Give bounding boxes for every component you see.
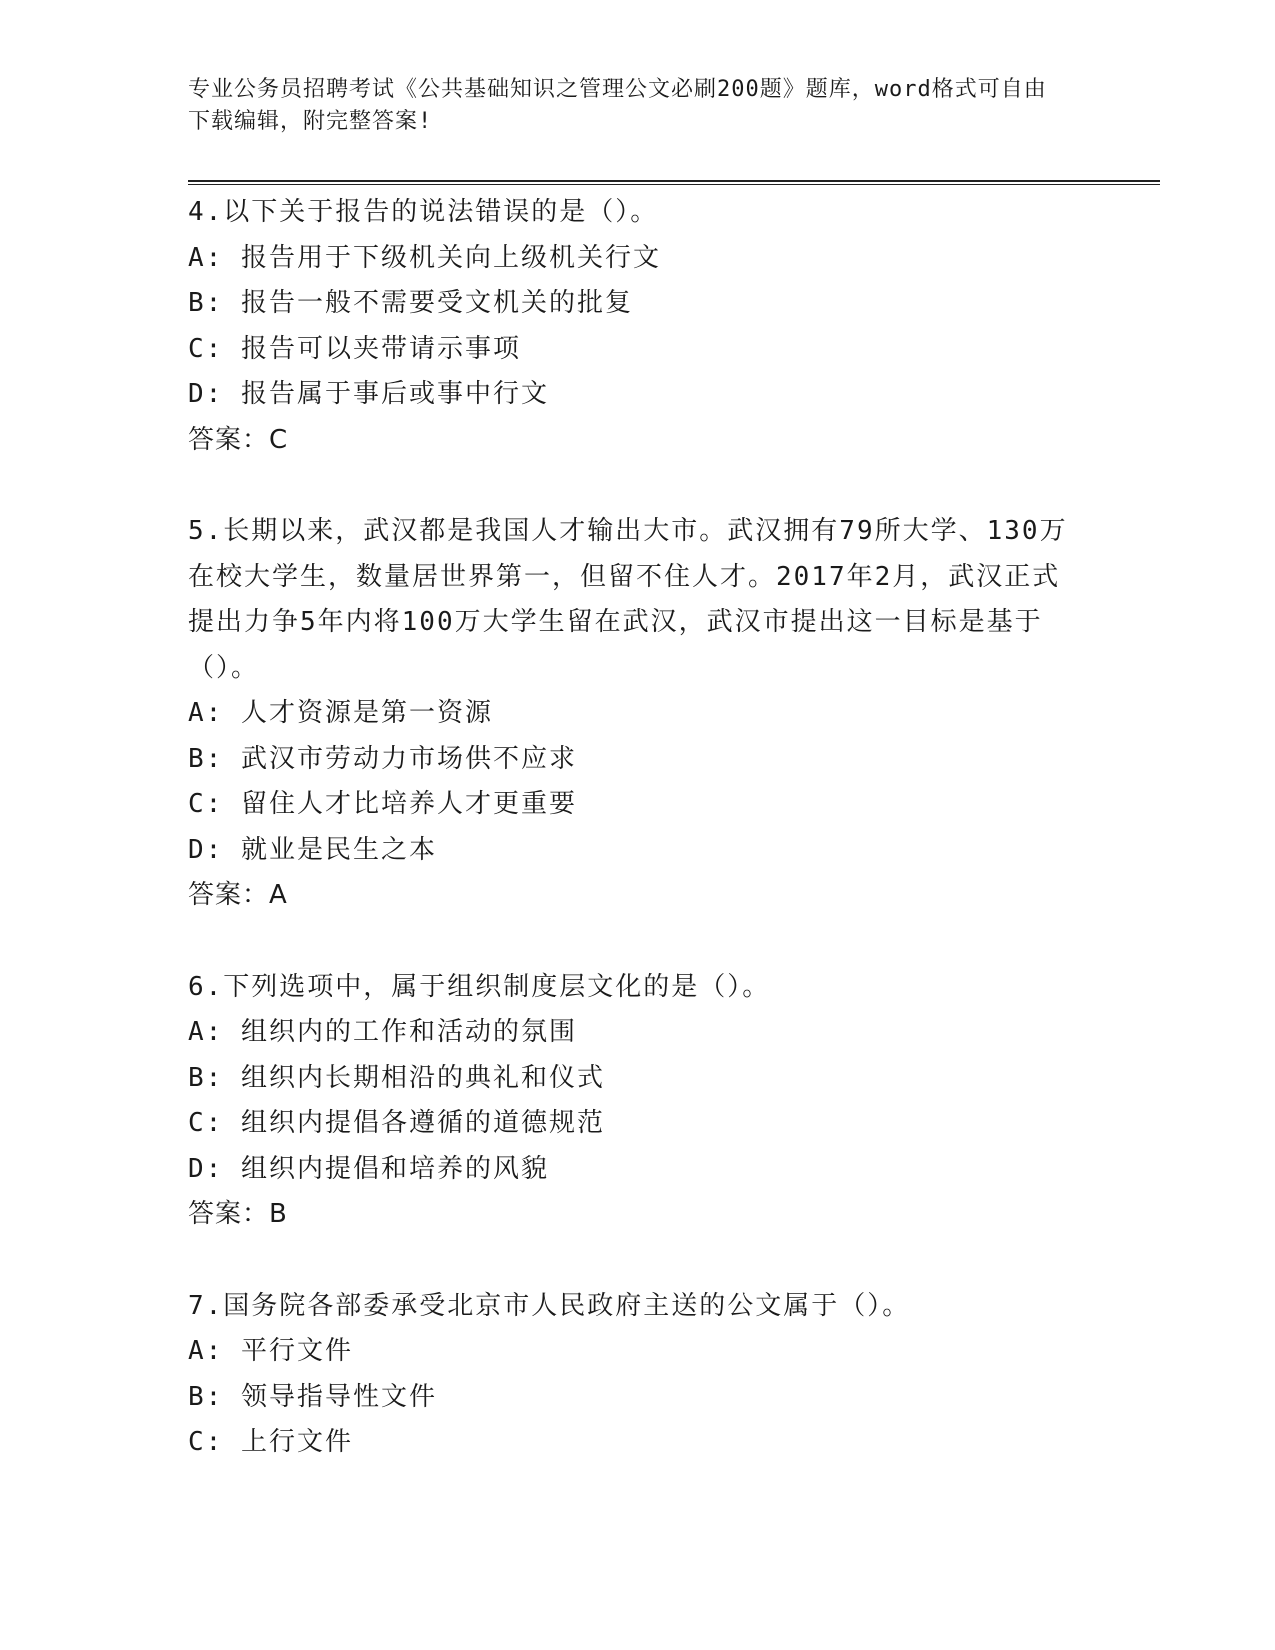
option-b: B: 领导指导性文件 (188, 1381, 437, 1412)
question-4 (188, 190, 1068, 463)
option-b: B: 组织内长期相沿的典礼和仪式 (188, 1062, 605, 1093)
document-header: 专业公务员招聘考试《公共基础知识之管理公文必刷200题》题库，word格式可自由下载编辑，附完整答案! (188, 77, 1047, 134)
question-stem: 7.国务院各部委承受北京市人民政府主送的公文属于（）。 (188, 1290, 911, 1321)
option-a: A: 平行文件 (188, 1336, 353, 1366)
question-6 (188, 965, 1068, 1238)
header-divider-thick (188, 180, 1160, 182)
option-a: A: 组织内的工作和活动的氛围 (188, 1017, 577, 1047)
option-c: C: 组织内提倡各遵循的道德规范 (188, 1108, 605, 1138)
option-c: C: 报告可以夹带请示事项 (188, 333, 521, 364)
question-stem: 5.长期以来，武汉都是我国人才输出大市。武汉拥有79所大学、130万在校大学生，数量居世界第一，但留不住人才。2017年2月，武汉正式提出力争5年内将100万大学生留在武汉，武汉市提出这一目标是基于（）。 (188, 516, 1068, 683)
option-a: A: 报告用于下级机关向上级机关行文 (188, 242, 661, 273)
question-stem: 4.以下关于报告的说法错误的是（）。 (188, 197, 659, 227)
answer: 答案：B (188, 1199, 288, 1229)
question-7 (188, 1284, 1068, 1466)
option-a: A: 人才资源是第一资源 (188, 698, 493, 728)
answer: 答案：C (188, 424, 289, 455)
question-list (188, 190, 1068, 1512)
option-b: B: 武汉市劳动力市场供不应求 (188, 743, 577, 774)
option-d: D: 报告属于事后或事中行文 (188, 379, 549, 409)
question-stem: 6.下列选项中，属于组织制度层文化的是（）。 (188, 971, 771, 1002)
option-d: D: 组织内提倡和培养的风貌 (188, 1153, 549, 1184)
answer: 答案：A (188, 880, 288, 910)
option-c: C: 留住人才比培养人才更重要 (188, 789, 577, 819)
question-5 (188, 509, 1068, 919)
option-c: C: 上行文件 (188, 1427, 353, 1457)
option-b: B: 报告一般不需要受文机关的批复 (188, 288, 633, 318)
option-d: D: 就业是民生之本 (188, 834, 437, 865)
header-divider-thin (188, 184, 1160, 185)
